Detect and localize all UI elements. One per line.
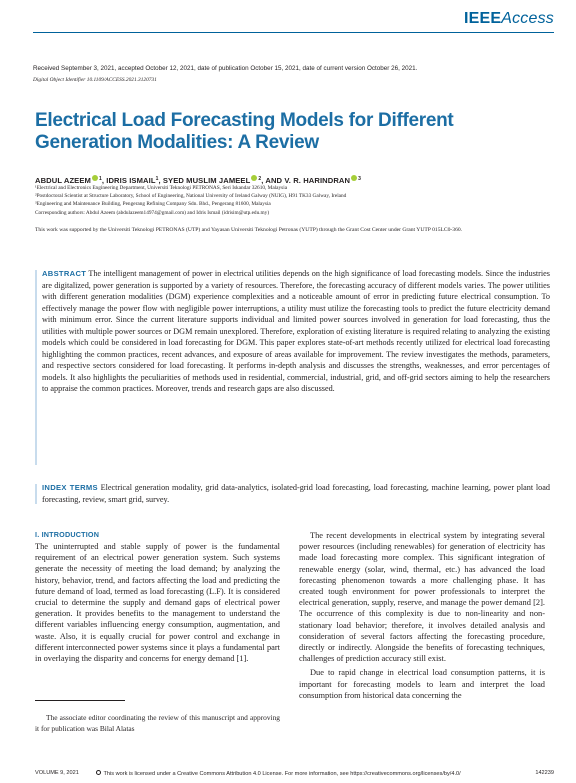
author-sup: 3	[358, 176, 361, 182]
index-terms-text: Electrical generation modality, grid data-analytics, isolated-grid load forecasting, load forecasting, machine learning, power plant load forecasting, review, smart grid, survey.	[42, 483, 551, 504]
left-column	[35, 530, 280, 664]
orcid-icon[interactable]	[351, 175, 357, 181]
author-list	[35, 175, 361, 185]
volume-label: VOLUME 9, 2021	[35, 770, 79, 776]
affiliation-3: ³Engineering and Maintenance Building, Pengerang Refining Company Sdn. Bhd., Pengerang 81600, Malaysia	[35, 201, 271, 207]
right-column	[299, 530, 545, 701]
abstract-heading: ABSTRACT	[42, 269, 87, 278]
affiliation-2: ²Postdoctoral Scientist at Structure Laboratory, School of Engineering, National University of Ireland Galway (NUIG), H91 TK33 Galway, Ireland	[35, 193, 347, 199]
paper-title: Electrical Load Forecasting Models for Different Generation Modalities: A Review	[35, 110, 454, 153]
editor-footnote: The associate editor coordinating the review of this manuscript and approving it for publication was Bilal Alatas	[35, 713, 280, 733]
intro-paragraph: The recent developments in electrical system by integrating several power resources (including renewables) for generation of electricity has made load forecasting more complex. This significant integration of renewable energy (solar, wind, thermal, etc.) has advanced the load forecasting phenomenon towards a more challenging phase. It has created tough environment for power professionals to interpret the electrical generation, supply, reserve, and manage the power demand [2]. The occurrence of this complexity is due to non-linearity and non-stationary load behavior; therefore, it involves detailed analysis and consideration of several factors affecting the forecasting procedure, directly or indirectly. Alongside the benefits of forecasting techniques, challenges of prediction accuracy still exist.	[299, 531, 545, 664]
intro-paragraph: The uninterrupted and stable supply of power is the fundamental requirement of an electrical power generation system. Such systems generate the necessity of meeting the load demand; by analyzing the history, behavior, trend, and factors affecting the load and predicting the future demand of load, termed as load forecasting (L.F). It is considered crucial to determine the supply and demand gaps of electrical power generation. It provides benefits to the management to understand the different variables influencing energy consumption, augmentation, and waste. Also, it is equally crucial for power control and exchange in different interconnected power systems since it plays a fundamental part in overlaying the disparity and concerns for energy demand [1].	[35, 542, 280, 664]
abstract-sidebar	[35, 270, 37, 465]
footnote-rule	[35, 700, 125, 701]
author-name: , SYED MUSLIM JAMEEL	[158, 176, 251, 185]
page-number: 142239	[535, 770, 554, 776]
doi-line[interactable]: Digital Object Identifier 10.1109/ACCESS.2021.3120731	[33, 77, 157, 83]
received-dates: Received September 3, 2021, accepted October 12, 2021, date of publication October 15, 2021, date of current version October 26, 2021.	[33, 65, 418, 72]
funding-statement: This work was supported by the Universiti Teknologi PETRONAS (UTP) and Yayasan Universiti Teknologi Petronas (YUTP) through the Grant Cost Center under Grant YUTP 015LC0-360.	[35, 227, 463, 233]
ieee-access-logo	[464, 10, 554, 28]
intro-paragraph: Due to rapid change in electrical load consumption patterns, it is important for forecasting models to learn and interpret the load consumption from historical data concerning the	[299, 668, 545, 700]
license-text[interactable]: This work is licensed under a Creative Commons Attribution 4.0 License. For more information, see https://creativecommons.org/licenses/by/4.0/	[103, 771, 461, 777]
logo-ieee: IEEE	[463, 10, 502, 27]
cc-license-icon	[96, 770, 101, 775]
affiliation-1: ¹Electrical and Electronics Engineering Department, Universiti Teknologi PETRONAS, Seri Iskandar 32610, Malaysia	[35, 185, 288, 191]
author-name: , IDRIS ISMAIL	[101, 176, 156, 185]
orcid-icon[interactable]	[251, 175, 257, 181]
author-sup: 1	[155, 176, 159, 182]
index-terms-heading: INDEX TERMS	[42, 483, 98, 492]
abstract-block	[42, 268, 550, 395]
author-sup: 2	[258, 176, 262, 182]
index-terms-block	[42, 482, 550, 505]
license-line	[95, 770, 461, 777]
header-rule	[33, 32, 554, 33]
index-terms-sidebar	[35, 484, 37, 504]
section-heading: I. INTRODUCTION	[35, 530, 100, 539]
author-name: , AND V. R. HARINDRAN	[261, 176, 351, 185]
author-name: ABDUL AZEEM	[35, 176, 91, 185]
logo-access: Access	[501, 10, 554, 27]
orcid-icon[interactable]	[92, 175, 98, 181]
author-sup: 1	[98, 176, 102, 182]
abstract-text: The intelligent management of power in electrical utilities depends on the high significance of load forecasting models. Since the industries are digitalized, power generation is supported by a variety of resources. Therefore, the forecasting accuracy of different models varies. The power utilities with different generation modalities (DGM) experience complexities and a noticeable amount of error in predicting future electrical consumption. To effectively manage the power flow with negligible power interruptions, a utility must utilize the forecasting tools to predict the future electricity demand with minimum error. Since the current literature supports individual and limited power sources involved in generation for load forecasting, thus the utilities with multiple power sources or DGM remain unexplored. Therefore, exploration of existing literature is required relating to analyzing the existing models which could be considered in load forecasting for DGM. This paper explores state-of-art methods recently utilized for electrical load forecasting highlighting the common practices, recent advances, and exposure of areas available for improvement. The review investigates the methods, parameters, and respective sectors considered for load forecasting. It performs in-depth analysis and discusses the strengths, weaknesses, and error percentages of models. It also highlights the peculiarities of methods used in residential, commercial, industrial, grid, and off-grid sectors aiming to help the researchers to appraise the common practices. Moreover, trends and research gaps are also discussed.	[42, 269, 550, 394]
corresponding-authors: Corresponding authors: Abdul Azeem (abdulazeem14974@gmail.com) and Idris Ismail (idrisim@utp.edu.my)	[35, 210, 270, 216]
